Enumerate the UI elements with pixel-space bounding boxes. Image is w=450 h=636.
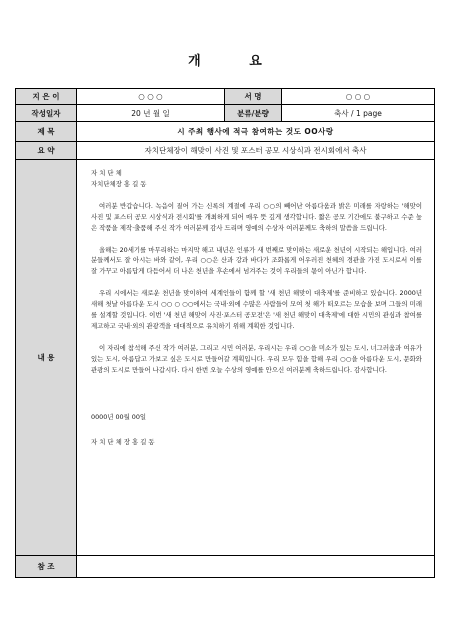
category-value: 축사 / 1 page [282, 105, 435, 122]
paragraph-1: 여러분 반갑습니다. 녹음이 짙어 가는 신록의 계절에 우리 ○○의 빼어난 아름다움과 밝은 미래를 자랑하는 '해맞이 사진 및 포스터 공모 시상식과 전시회'를 개최하게 되어 매우 뜻 깊게 생각합니다. 짧은 공모 기간에도 불구하고 수준 높은 작품을 제작·출품해 주신 작가 여러분께 감사 드리며 영예의 수상자 여러분께도 축하의 말씀을 드립니다. [91, 201, 422, 232]
reference-label: 참 조 [16, 556, 77, 578]
greeting-line-1: 자 치 단 체 [91, 169, 122, 177]
paragraph-2: 올해는 20세기를 마무리하는 마지막 해고 내년은 인류가 새 번째로 맞이하는 새로운 천년이 시작되는 해입니다. 여러분들께서도 잘 아시는 바와 같이, 우리 ○○은 산과 강과 바다가 조화롭게 어우러진 천혜의 경관을 가진 도시로서 이를 잘 가꾸고 아름답게 다듬어서 더 나은 천년을 후손에서 넘겨주는 것이 우리들의 몫이 아닌가 합니다. [91, 245, 422, 276]
paragraph-3: 우리 시에서는 새로운 천년을 맞이하여 세계인들이 함께 할 '새 천년 해맞이 대축제'를 준비하고 있습니다. 2000년 새해 첫날 아름다운 도시 ○○ ○ ○○에서는 국내·외에 수많은 사람들이 모여 첫 해가 떠오르는 모습을 보며 그들의 미래를 설계할 것입니다. 이번 '새 천년 해맞이 사진·포스터 공모전'은 '새 천년 해맞이 대축제'에 대한 시민의 관심과 참여를 제고하고 국내·외의 관광객을 대대적으로 유치하기 위해 계획한 것입니다. [91, 289, 422, 330]
subject-label: 제 목 [16, 122, 77, 142]
date-label: 작성일자 [16, 105, 77, 122]
writer-value: ○ ○ ○ [77, 89, 225, 105]
category-label: 분류/분량 [225, 105, 282, 122]
writer-label: 지 은 이 [16, 89, 77, 105]
date-line: 0000년 00월 00일 [91, 412, 147, 421]
summary-value: 자치단체장이 해맞이 사진 및 포스터 공모 시상식과 전시회에서 축사 [77, 142, 435, 160]
subject-value: 시 주최 행사에 적극 참여하는 것도 OO사랑 [77, 122, 435, 142]
date-value: 20 년 월 일 [77, 105, 225, 122]
content-label: 내 용 [16, 160, 77, 556]
reference-value [77, 556, 435, 578]
paragraph-4: 이 자리에 참석해 주신 작가 여러분, 그리고 시민 여러분, 우리시는 우리 ○○을 미소가 있는 도시, 너그러움과 여유가 있는 도시, 아름답고 가보고 싶은 도시로 만들어갈 계획입니다. 우리 모두 힘을 합해 우리 ○○을 아름다운 도시, 문화와 관광의 도시로 만들어 나갑시다. 다시 한번 오늘 수상의 영예를 안으신 여러분께 축하드립니다. 감사합니다. [91, 343, 422, 374]
page-title: 개 요 [188, 54, 284, 69]
book-title-value: ○ ○ ○ [282, 89, 435, 105]
summary-label: 요 약 [16, 142, 77, 160]
content-body [77, 160, 435, 556]
book-title-label: 서 명 [225, 89, 282, 105]
summary-form-table [15, 88, 435, 578]
signature-line: 자 치 단 체 장 홍 길 동 [91, 437, 155, 446]
greeting-line-2: 자치단체장 홍 길 동 [91, 179, 147, 188]
